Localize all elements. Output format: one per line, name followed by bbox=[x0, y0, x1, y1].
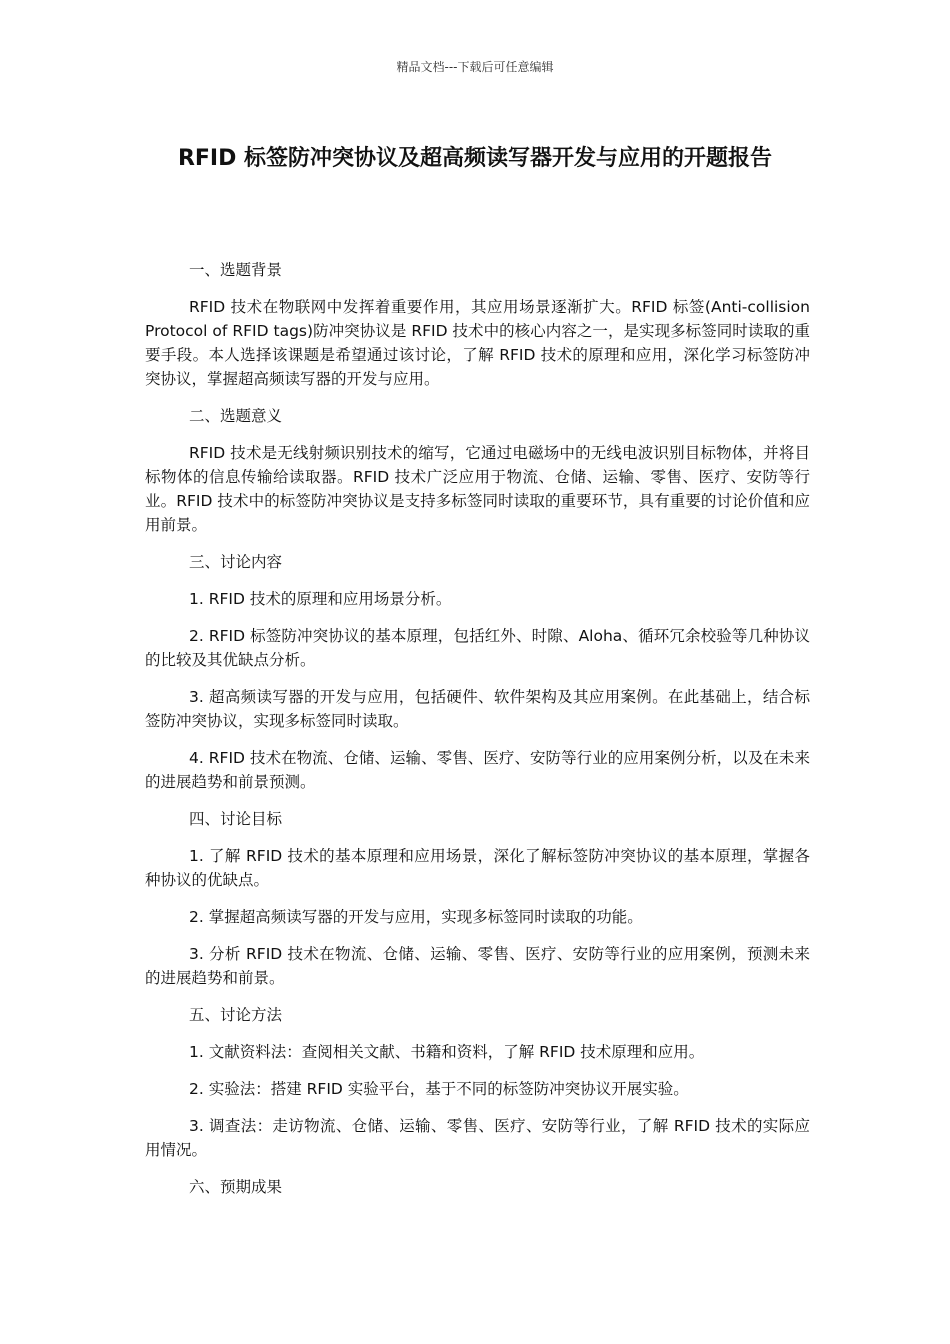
document-body bbox=[145, 258, 810, 1212]
page-header: 精品文档---下载后可任意编辑 bbox=[396, 60, 554, 74]
goal-item-3: 3. 分析 RFID 技术在物流、仓储、运输、零售、医疗、安防等行业的应用案例，预测未来的进展趋势和前景。 bbox=[145, 945, 810, 987]
content-item-2: 2. RFID 标签防冲突协议的基本原理，包括红外、时隙、Aloha、循环冗余校验等几种协议的比较及其优缺点分析。 bbox=[145, 627, 810, 669]
section-heading-outcomes: 六、预期成果 bbox=[189, 1178, 283, 1196]
method-item-2: 2. 实验法：搭建 RFID 实验平台，基于不同的标签防冲突协议开展实验。 bbox=[189, 1080, 689, 1098]
section-heading-methods: 五、讨论方法 bbox=[189, 1006, 283, 1024]
section-heading-background: 一、选题背景 bbox=[189, 261, 283, 279]
section-heading-content: 三、讨论内容 bbox=[189, 553, 283, 571]
document-title: RFID 标签防冲突协议及超高频读写器开发与应用的开题报告 bbox=[177, 146, 773, 171]
paragraph-background: RFID 技术在物联网中发挥着重要作用，其应用场景逐渐扩大。RFID 标签(Anti-collision Protocol of RFID tags)防冲突协议是 RFID 技术中的核心内容之一，是实现多标签同时读取的重要手段。本人选择该课题是希望通过该讨论，了解 RFID 技术的原理和应用，深化学习标签防冲突协议，掌握超高频读写器的开发与应用。 bbox=[145, 298, 810, 388]
method-item-3: 3. 调查法：走访物流、仓储、运输、零售、医疗、安防等行业，了解 RFID 技术的实际应用情况。 bbox=[145, 1117, 810, 1159]
content-item-3: 3. 超高频读写器的开发与应用，包括硬件、软件架构及其应用案例。在此基础上，结合标签防冲突协议，实现多标签同时读取。 bbox=[145, 688, 810, 730]
content-item-4: 4. RFID 技术在物流、仓储、运输、零售、医疗、安防等行业的应用案例分析，以及在未来的进展趋势和前景预测。 bbox=[145, 749, 810, 791]
section-heading-goals: 四、讨论目标 bbox=[189, 810, 283, 828]
paragraph-significance: RFID 技术是无线射频识别技术的缩写，它通过电磁场中的无线电波识别目标物体，并将目标物体的信息传输给读取器。RFID 技术广泛应用于物流、仓储、运输、零售、医疗、安防等行业。RFID 技术中的标签防冲突协议是支持多标签同时读取的重要环节，具有重要的讨论价值和应用前景。 bbox=[145, 444, 810, 534]
content-item-1: 1. RFID 技术的原理和应用场景分析。 bbox=[189, 590, 452, 608]
section-heading-significance: 二、选题意义 bbox=[189, 407, 283, 425]
method-item-1: 1. 文献资料法：查阅相关文献、书籍和资料，了解 RFID 技术原理和应用。 bbox=[189, 1043, 705, 1061]
goal-item-1: 1. 了解 RFID 技术的基本原理和应用场景，深化了解标签防冲突协议的基本原理，掌握各种协议的优缺点。 bbox=[145, 847, 810, 889]
goal-item-2: 2. 掌握超高频读写器的开发与应用，实现多标签同时读取的功能。 bbox=[189, 908, 643, 926]
